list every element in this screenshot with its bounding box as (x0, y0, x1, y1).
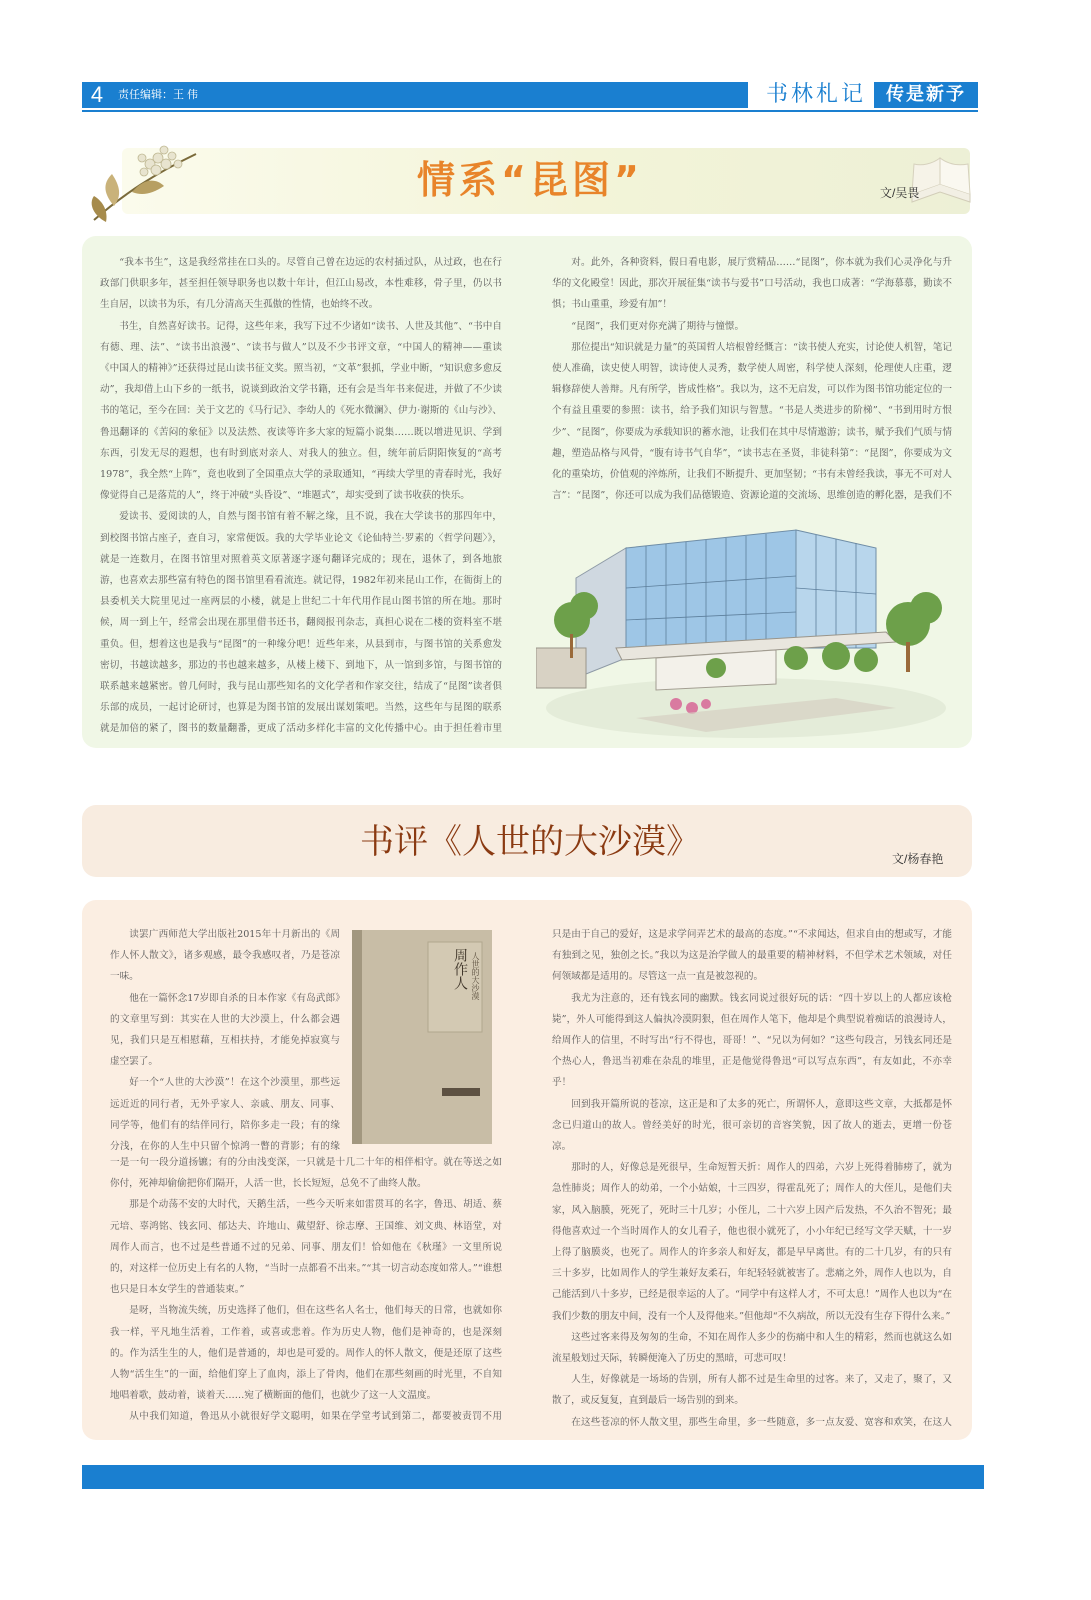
paragraph: 那是个动荡不安的大时代，天鹅生活，一些今天听来如雷贯耳的名字，鲁迅、胡适、蔡元培、辜鸿铭、钱玄同、郁达夫、许地山、戴望舒、徐志摩、王国维、刘文典、林语堂，对周作人而言，也不过是些普通不过的兄弟、同事、朋友们！恰如他在《秋瑾》一文里所说的，对这样一位历史上有名的人物，“当时一点都看不出来。”“其一切言动态度如常人。”“谁想也只是日本女学生的普通装束。” (110, 1199, 502, 1296)
paragraph: “我本书生”，这是我经常挂在口头的。尽管自己曾在边远的农村插过队，从过政，也在行政部门供职多年，甚至担任领导职务也以数十年计，但江山易改，本性难移，骨子里，仍以书生自居，以读书为乐，有几分清高天生孤傲的性情，也始终不改。 (100, 257, 502, 311)
paragraph: 爱读书、爱阅读的人，自然与图书馆有着不解之缘，且不说，我在大学读书的那四年中，到校图书馆占座子，查自习，家常便饭。我的大学毕业论文《论仙特兰·罗素的〈哲学问题〉》，就是一连数月，在图书馆里对照着英文原著逐字逐句翻译完成的；现在，退休了，到各地旅游，也喜欢去那些富有特色的图书馆里看看流连。就记得，1982年初来昆山工作，在衙街上的县委机关大院里见过一座两层的小楼，就是上世纪二十年代用作昆山图书馆的所在地。那时候，周一到上午，经常会出现在那里借书还书，翻阅报刊杂志，真担心说在二楼的资料室不堪重负。但，想着这也是我与“昆图”的一种缘分吧！近些年来，从县到市，与图书馆的关系愈发密切，书越读越多，那边的书也越来越多，从楼上楼下、到地下，从一馆到多馆，与图书馆的联系越来越紧密。曾几何时，我与昆山那些知名的文化学者和作家交往，结成了“昆图”读者俱乐部的成员，一起讨论研讨，也算是为图书馆的发展出谋划策吧。当然，这些年与昆图的联系就是加倍的紧了，图书的数量翻番，更成了活动多样化丰富的文化传播中心。由于担任着市里 (100, 511, 502, 735)
article2-column-left-bottom (110, 1152, 502, 1430)
article2-column-right (552, 924, 952, 1430)
paragraph: 好一个“人世的大沙漠”！在这个沙漠里，那些远远近近的同行者，无外乎家人、亲戚、朋友、同事、同学等，他们有的结伴同行，陪你多走一段；有的缘分浅，在你的人生中只留个惊鸿一瞥的背影；有的缘 (110, 1077, 340, 1153)
article1-column-left (100, 252, 502, 740)
article2-title: 书评《人世的大沙漠》 (360, 822, 700, 862)
paragraph: 在这些苍凉的怀人散文里，那些生命里，多一些随意，多一点友爱、宽容和欢笑，在这人 (571, 1416, 952, 1428)
section-name: 书林札记 (765, 82, 866, 107)
paragraph: 只是由于自己的爱好，这是求学问弄艺术的最高的态度。”“不求闻达，但求自由的想或写，才能有独到之见，独创之长。”我以为这是治学做人的最重要的精神材料，不但学术艺术领域，对任何领域都是适用的。尽管这一点一直是被忽视的。 (552, 929, 952, 983)
paragraph: 人生，好像就是一场场的告别，所有人都不过是生命里的过客。来了，又走了，聚了，又散了，或反复复，直到最后一场告别的到来。 (552, 1374, 952, 1407)
footer-bar (82, 1465, 984, 1489)
paragraph: “昆图”，我们更对你充满了期待与憧憬。 (571, 320, 745, 332)
article2-column-left-top (110, 924, 340, 1154)
paragraph: 是呀，当物流失统，历史选择了他们，但在这些名人名士，他们每天的日常，也就如你我一样，平凡地生活着，工作着，或喜或悲着。作为历史人物，他们是神奇的，也是深刻的。作为活生生的人，他们是普通的，却也是可爱的。周作人的怀人散文，便是还原了这些人物“活生生”的一面，给他们穿上了血肉，添上了骨肉，他们在那些刻画的时光里，不自知地唱着歌，鼓动着，谈着天……宛了横断面的他们，也就少了这一人文温度。 (110, 1305, 502, 1402)
brand-logo: 传是新予 (874, 82, 978, 108)
book-cover-title: 周作人 (452, 948, 468, 990)
article1-column-right (552, 252, 952, 508)
editor-credit: 责任编辑：王 伟 (112, 82, 748, 108)
paragraph: 一是一句一段分道扬镳；有的分由浅变深，一只就是十几二十年的相伴相守。就在等送之如你付，死神却偷偷把你们隔开，人活一世，长长短短，总免不了曲终人散。 (110, 1157, 502, 1190)
paragraph: 那位提出“知识就是力量”的英国哲人培根曾经慨言：“读书使人充实，讨论使人机智，笔记使人准确，读史使人明智，读诗使人灵秀，数学使人周密，科学使人深刻，伦理使人庄重，逻辑修辞使人善辩。凡有所学，皆成性格”。我以为，这不无启发，可以作为图书馆功能定位的一个有益且重要的参照：读书，给予我们知识与智慧。“书是人类进步的阶梯”、“书到用时方恨少”、“昆图”，你要成为承载知识的蓄水池，让我们在其中尽情遨游；读书，赋予我们气质与情趣，塑造品格与风骨，“腹有诗书气自华”，“读书志在圣贤，非徒科第”：“昆图”，你要成为文化的重染坊，价值观的淬炼所，让我们不断提升、更加坚韧；“书有未曾经我读，事无不可对人言”：“昆图”，你还可以成为我们品德锻造、资源论道的交流场、思维创造的孵化器，是我们不 (552, 341, 952, 502)
paragraph: 我尤为注意的，还有钱玄同的幽默。钱玄同说过很好玩的话：“四十岁以上的人都应该枪毙”，外人可能得到这人偏执冷漠阴狠，但在周作人笔下，他却是个典型说着痴话的浪漫诗人，给周作人的信里，不时写出“行不得也，哥哥！”、“兄以为何如？”这些句段言，另钱玄同还是个热心人，鲁迅当初难在杂乱的堆里，正是他觉得鲁迅“可以写点东西”，有友如此，不亦幸乎！ (552, 992, 952, 1089)
paragraph: 从中我们知道，鲁迅从小就很好学文聪明，如果在学堂考试到第二，都要被责罚不用 (129, 1411, 502, 1423)
header-divider (82, 110, 978, 112)
flower-branch-illustration (84, 134, 204, 230)
paragraph: 这些过客来得及匆匆的生命，不知在周作人多少的伤痛中和人生的精彩，然而也就这么如流星般划过天际，转瞬便淹入了历史的黑暗，可悲可叹！ (552, 1331, 952, 1365)
article1-author: 文/吴畏 (880, 186, 920, 200)
book-cover-subtitle: 人世的大沙漠 (471, 952, 480, 1000)
paragraph: 他在一篇怀念17岁即自杀的日本作家《有岛武郎》的文章里写到：其实在人世的大沙漠上，什么都会遇见，我们只是互相慰藉，互相扶持，才能免掉寂寞与虚空罢了。 (110, 992, 340, 1068)
paragraph: 回到我开篇所说的苍凉，这正是和了太多的死亡，所谓怀人，意即这些文章，大抵都是怀念已归道山的故人。曾经美好的时光，很可亲切的音容笑貌，因了故人的逝去，更增一份苍凉。 (552, 1098, 952, 1153)
article1-title: 情系“昆图” (417, 158, 643, 202)
paragraph: 读罢广西师范大学出版社2015年十月新出的《周作人怀人散文》，诸多观感，最令我感叹者，乃是苍凉一味。 (110, 929, 340, 983)
book-cover-image (352, 930, 492, 1144)
paragraph: 那时的人，好像总是死很早，生命短暂天折：周作人的四弟，六岁上死得着肺痨了，就为急性肺炎；周作人的幼弟，一个小姑娘，十三四岁，得霍乱死了；周作人的大侄儿，是他们夫家，风入脑膜，死死了，死时三十几岁；小侄儿，二十六岁上因产后发热，不久治不智死；最得他喜欢过一个当时周作人的女儿看子，他也很小就死了，小小年纪已经写文学天赋，十一岁上得了脑膜炎，也死了。周作人的许多亲人和好友，都是早早离世。有的二十几岁，有的只有三十多岁，比如周作人的学生兼好友柔石，年纪轻轻就被害了。悲痛之外，周作人也以为，自己能活到八十多岁，已经是很幸运的人了。“同学中有这样人才，不可太息！”周作人也以为“在我们少数的朋友中间，没有一个人及得他来。”但他却“不久病故，所以无没有生存下得什么来。” (552, 1162, 952, 1322)
page-number: 4 (82, 82, 112, 108)
article2-author: 文/杨春艳 (892, 852, 944, 866)
library-building-illustration (536, 508, 946, 738)
paragraph: 对。此外，各种资料，假日看电影，展厅赏精品……“昆图”，你本就为我们心灵净化与升华的文化殿堂！因此，那次开展征集“读书与爱书”口号活动，我也口成著：“学海慕慕，勤读不惧；书山重重，珍爱有加”！ (552, 257, 952, 311)
paragraph: 书生，自然喜好读书。记得，这些年来，我写下过不少诸如“读书、人世及其他”、“书中自有德、理、法”、“读书出浪漫”、“读书与做人”以及不少书评文章，“中国人的精神——重读《中国人的精神》”还获得过昆山读书征文奖。照当初，“文革”狠抓，学业中断，“知识愈多愈反动”，我却借上山下乡的一纸书，说谈到政治文学书籍，还有会是当年书来促进，并做了不少读书的笔记，至今在回：关于文艺的《马行记》、李幼人的《死水微澜》、伊力·谢斯的《山与沙》、鲁迅翻译的《苦闷的象征》以及法然、夜读等许多大家的短篇小说集……既以增进见识、学到东西，引发无尽的遐想，也有时到底对亲人、对我人的独立。但，统年前后阴阳恢复的“高考1978”，我全然“上阵”，竟也收到了全国重点大学的录取通知，“再续大学里的青春时光，我好像觉得自己是落荒的人”，终于冲破“头昏设”、“堆题式”，却实受到了读书收获的快乐。 (100, 320, 502, 502)
